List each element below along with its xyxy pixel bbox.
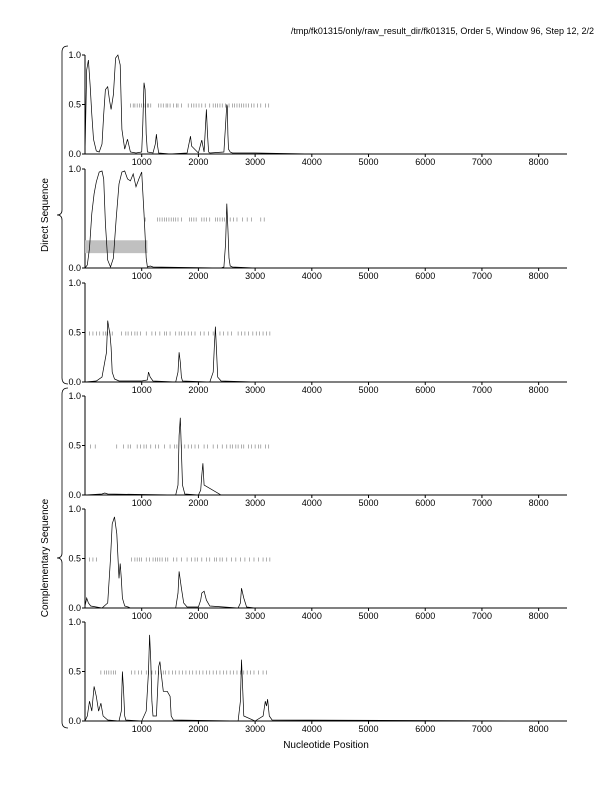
y-tick-label: 0.0 [68, 490, 81, 500]
y-tick-label: 0.5 [68, 327, 81, 338]
x-axis-label: Nucleotide Position [283, 740, 369, 751]
y-tick-label: 1.0 [68, 504, 81, 514]
y-tick-label: 0.0 [68, 377, 81, 387]
x-tick-label: 2000 [188, 385, 209, 395]
x-tick-label: 4000 [301, 271, 322, 281]
x-tick-label: 7000 [471, 157, 492, 167]
x-tick-label: 3000 [245, 157, 266, 167]
x-tick-label: 1000 [131, 271, 152, 281]
x-tick-label: 3000 [245, 271, 266, 281]
chart-panel-5 [68, 504, 567, 621]
series-line [85, 517, 567, 608]
x-tick-label: 8000 [528, 385, 549, 395]
x-tick-label: 7000 [471, 385, 492, 395]
complementary-sequence-bracket [57, 388, 68, 728]
series-line [85, 418, 567, 495]
chart-panel-4 [68, 391, 567, 508]
y-tick-label: 1.0 [68, 617, 81, 627]
x-tick-label: 1000 [131, 157, 152, 167]
x-tick-label: 1000 [131, 498, 152, 508]
panels [68, 50, 567, 734]
x-tick-label: 5000 [358, 611, 379, 621]
x-tick-label: 4000 [301, 611, 322, 621]
chart-panel-3 [68, 278, 567, 395]
y-tick-label: 1.0 [68, 164, 81, 174]
x-tick-label: 6000 [415, 498, 436, 508]
chart-panel-2 [68, 164, 567, 281]
x-tick-label: 4000 [301, 498, 322, 508]
y-tick-label: 0.0 [68, 263, 81, 273]
x-tick-label: 3000 [245, 385, 266, 395]
series-line [85, 321, 567, 382]
y-tick-label: 1.0 [68, 50, 81, 60]
y-tick-label: 0.5 [68, 553, 81, 564]
x-tick-label: 2000 [188, 724, 209, 734]
x-tick-label: 8000 [528, 157, 549, 167]
direct-sequence-label: Direct Sequence [40, 178, 51, 252]
y-tick-label: 0.0 [68, 149, 81, 159]
x-tick-label: 6000 [415, 271, 436, 281]
x-tick-label: 2000 [188, 498, 209, 508]
x-tick-label: 7000 [471, 724, 492, 734]
highlight-band [85, 240, 147, 253]
x-tick-label: 1000 [131, 385, 152, 395]
x-tick-label: 3000 [245, 724, 266, 734]
x-tick-label: 4000 [301, 385, 322, 395]
x-tick-label: 1000 [131, 611, 152, 621]
y-tick-label: 0.5 [68, 99, 81, 110]
complementary-sequence-label: Complementary Sequence [40, 498, 51, 618]
x-tick-label: 6000 [415, 157, 436, 167]
chart-panel-1 [68, 50, 567, 167]
x-tick-label: 3000 [245, 498, 266, 508]
series-line [85, 55, 567, 154]
x-tick-label: 7000 [471, 498, 492, 508]
series-line [85, 635, 567, 721]
x-tick-label: 7000 [471, 271, 492, 281]
x-tick-label: 6000 [415, 611, 436, 621]
x-tick-label: 8000 [528, 271, 549, 281]
x-tick-label: 8000 [528, 498, 549, 508]
x-tick-label: 5000 [358, 271, 379, 281]
x-tick-label: 5000 [358, 157, 379, 167]
x-tick-label: 7000 [471, 611, 492, 621]
x-tick-label: 4000 [301, 724, 322, 734]
direct-sequence-bracket [57, 46, 68, 384]
y-tick-label: 1.0 [68, 278, 81, 288]
group-brackets [40, 46, 68, 728]
x-tick-label: 6000 [415, 385, 436, 395]
x-tick-label: 2000 [188, 611, 209, 621]
x-tick-label: 2000 [188, 271, 209, 281]
y-tick-label: 0.0 [68, 716, 81, 726]
x-tick-label: 5000 [358, 385, 379, 395]
y-tick-label: 0.5 [68, 440, 81, 451]
figure-header: /tmp/fk01315/only/raw_result_dir/fk01315, Order 5, Window 96, Step 12, 2/2 [290, 26, 594, 36]
x-tick-label: 4000 [301, 157, 322, 167]
x-tick-label: 8000 [528, 611, 549, 621]
x-tick-label: 1000 [131, 724, 152, 734]
x-tick-label: 6000 [415, 724, 436, 734]
chart-panel-6 [68, 617, 567, 734]
x-tick-label: 8000 [528, 724, 549, 734]
x-tick-label: 5000 [358, 724, 379, 734]
x-tick-label: 5000 [358, 498, 379, 508]
y-tick-label: 0.0 [68, 603, 81, 613]
x-tick-label: 3000 [245, 611, 266, 621]
y-tick-label: 1.0 [68, 391, 81, 401]
y-tick-label: 0.5 [68, 666, 81, 677]
x-tick-label: 2000 [188, 157, 209, 167]
